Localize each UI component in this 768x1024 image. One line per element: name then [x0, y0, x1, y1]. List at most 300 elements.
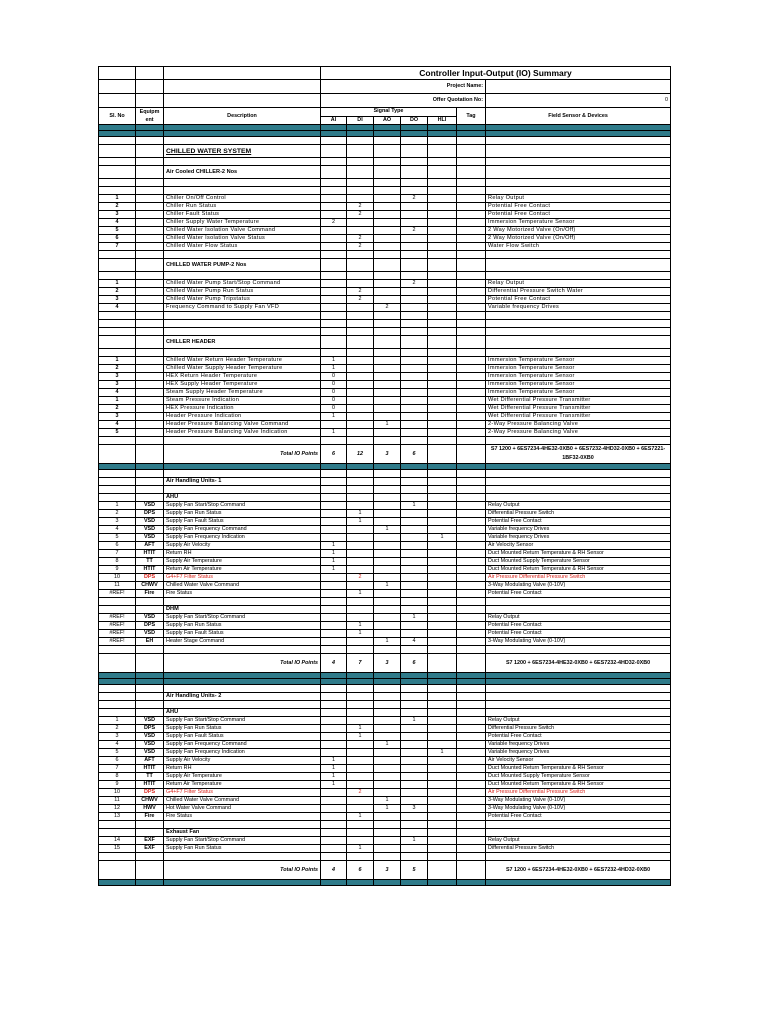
cell-sl: 2 [99, 725, 136, 733]
cell-di: 1 [347, 590, 374, 598]
total-row [99, 445, 671, 464]
table-row [99, 534, 671, 542]
cell-do: 3 [401, 805, 428, 813]
cell-desc: Chilled Water Supply Header Temperature [164, 365, 321, 373]
cell-desc: Chilled Water Valve Command [164, 797, 321, 805]
cell-eq: DPS [136, 510, 164, 518]
cell-di: 1 [347, 813, 374, 821]
cell-ao: 1 [374, 582, 401, 590]
cell-desc: Supply Air Temperature [164, 773, 321, 781]
cell-eq: VSD [136, 518, 164, 526]
cell-f: Wet Differential Pressure Transmitter [486, 413, 671, 421]
col-field: Field Sensor & Devices [486, 108, 671, 125]
cell-ai: 1 [321, 357, 347, 365]
section-heading-row [99, 166, 671, 179]
cell-eq: DPS [136, 622, 164, 630]
doc-title: Controller Input-Output (IO) Summary [321, 67, 671, 80]
total-f: S7 1200 + 6ES7234-4HE32-0XB0 + 6ES7232-4HD32-0XB0 + 6ES7221-1BF32-0XB0 [486, 445, 671, 464]
offer-row [99, 94, 671, 108]
cell-sl: 7 [99, 765, 136, 773]
cell-sl: 9 [99, 781, 136, 789]
cell-sl: 4 [99, 741, 136, 749]
blank-row [99, 437, 671, 445]
table-row [99, 195, 671, 203]
total-ai: 4 [321, 654, 347, 673]
cell-desc: HEX Supply Header Temperature [164, 381, 321, 389]
total-ao: 3 [374, 654, 401, 673]
cell-desc: Supply Fan Run Status [164, 725, 321, 733]
cell-sl: #REF! [99, 638, 136, 646]
cell-desc: CHILLER HEADER [164, 336, 321, 349]
cell-desc: Supply Fan Fault Status [164, 518, 321, 526]
cell-sl: 3 [99, 296, 136, 304]
total-row [99, 654, 671, 673]
cell-eq: VSD [136, 614, 164, 622]
cell-do: 4 [401, 638, 428, 646]
cell-f: Air Pressure Differential Pressure Switch [486, 574, 671, 582]
cell-f: 2-Way Pressure Balancing Valve [486, 421, 671, 429]
cell-di: 1 [347, 518, 374, 526]
total-ao: 3 [374, 445, 401, 464]
cell-f: Duct Mounted Return Temperature & RH Sensor [486, 550, 671, 558]
offer-value: 0 [486, 94, 671, 108]
blank-row [99, 251, 671, 259]
table-row [99, 296, 671, 304]
title-row [99, 67, 671, 80]
total-di: 6 [347, 861, 374, 880]
cell-sl: 13 [99, 813, 136, 821]
cell-desc: Air Cooled CHILLER-2 Nos [164, 166, 321, 179]
blank-row [99, 470, 671, 478]
cell-eq: VSD [136, 717, 164, 725]
cell-desc: Air Handling Units- 1 [164, 478, 321, 486]
cell-eq: EH [136, 638, 164, 646]
cell-sl: 10 [99, 574, 136, 582]
cell-ai: 2 [321, 219, 347, 227]
cell-desc: Steam Pressure Indication [164, 397, 321, 405]
table-row [99, 373, 671, 381]
cell-sl: 4 [99, 526, 136, 534]
section-heading-row [99, 829, 671, 837]
col-tag: Tag [457, 108, 486, 125]
cell-ao: 1 [374, 741, 401, 749]
total-do: 6 [401, 654, 428, 673]
cell-sl: 9 [99, 566, 136, 574]
blank-row [99, 598, 671, 606]
table-row [99, 542, 671, 550]
cell-sl: #REF! [99, 622, 136, 630]
cell-f: 3-Way Modulating Valve (0-10V) [486, 805, 671, 813]
col-ao: AO [374, 116, 401, 125]
cell-sl: 8 [99, 558, 136, 566]
blank-row [99, 312, 671, 320]
col-sl: Sl. No [99, 108, 136, 125]
section-heading-row [99, 478, 671, 486]
cell-f: 2 Way Motorized Valve (On/Off) [486, 227, 671, 235]
cell-eq: DPS [136, 725, 164, 733]
cell-di: 1 [347, 630, 374, 638]
cell-eq: VSD [136, 630, 164, 638]
cell-sl: 6 [99, 757, 136, 765]
table-row [99, 510, 671, 518]
cell-f: 3-Way Modulating Valve (0-10V) [486, 638, 671, 646]
table-row [99, 429, 671, 437]
cell-desc: HEX Return Header Temperature [164, 373, 321, 381]
project-name-label: Project Name: [321, 80, 486, 94]
cell-ao: 1 [374, 797, 401, 805]
table-row [99, 397, 671, 405]
cell-desc: Supply Fan Fault Status [164, 630, 321, 638]
cell-f: Variable frequency Drives [486, 304, 671, 312]
cell-f: Wet Differential Pressure Transmitter [486, 397, 671, 405]
table-row [99, 765, 671, 773]
cell-desc: Chilled Water Isolation Valve Command [164, 227, 321, 235]
table-row [99, 518, 671, 526]
blank-row [99, 187, 671, 195]
io-summary-sheet [98, 66, 670, 886]
cell-desc: Chilled Water Valve Command [164, 582, 321, 590]
cell-ai: 0 [321, 405, 347, 413]
cell-desc: Supply Fan Start/Stop Command [164, 502, 321, 510]
table-row [99, 558, 671, 566]
cell-f: Potential Free Contact [486, 630, 671, 638]
cell-desc: Chilled Water Flow Status [164, 243, 321, 251]
cell-ai: 1 [321, 558, 347, 566]
cell-f: 2-Way Pressure Balancing Valve [486, 429, 671, 437]
table-row [99, 781, 671, 789]
total-f: S7 1200 + 6ES7234-4HE32-0XB0 + 6ES7232-4HD32-0XB0 [486, 861, 671, 880]
cell-di: 1 [347, 510, 374, 518]
cell-desc: Chiller On/Off Control [164, 195, 321, 203]
cell-desc: Fire Status [164, 590, 321, 598]
total-ai: 4 [321, 861, 347, 880]
cell-di: 2 [347, 574, 374, 582]
cell-desc: Steam Supply Header Temperature [164, 389, 321, 397]
cell-desc: Supply Fan Frequency Indication [164, 749, 321, 757]
cell-desc: Supply Fan Start/Stop Command [164, 614, 321, 622]
table-row [99, 381, 671, 389]
blank-row [99, 320, 671, 328]
total-do: 6 [401, 445, 428, 464]
table-row [99, 280, 671, 288]
cell-do: 1 [401, 502, 428, 510]
cell-sl: 1 [99, 717, 136, 725]
total-di: 7 [347, 654, 374, 673]
cell-f: Potential Free Contact [486, 622, 671, 630]
col-di: DI [347, 116, 374, 125]
cell-desc: Chilled Water Pump Run Status [164, 288, 321, 296]
table-row [99, 413, 671, 421]
cell-desc: Hot Water Valve Command [164, 805, 321, 813]
blank-row [99, 179, 671, 187]
col-description: Description [164, 108, 321, 125]
table-row [99, 773, 671, 781]
cell-desc: Supply Air Velocity [164, 757, 321, 765]
table-row [99, 227, 671, 235]
cell-desc: Supply Air Velocity [164, 542, 321, 550]
table-row [99, 502, 671, 510]
cell-desc: Return RH [164, 550, 321, 558]
cell-ai: 0 [321, 381, 347, 389]
section-heading-row [99, 693, 671, 701]
cell-sl: 6 [99, 542, 136, 550]
cell-do: 2 [401, 195, 428, 203]
blank-row [99, 646, 671, 654]
cell-eq: HTIT [136, 765, 164, 773]
table-row [99, 582, 671, 590]
cell-f: Potential Free Contact [486, 733, 671, 741]
cell-sl: 5 [99, 534, 136, 542]
table-row [99, 574, 671, 582]
col-signal-type: Signal Type [321, 108, 457, 117]
cell-di: 1 [347, 733, 374, 741]
cell-eq: CHWV [136, 797, 164, 805]
table-row [99, 622, 671, 630]
table-row [99, 614, 671, 622]
cell-f: Air Velocity Sensor [486, 757, 671, 765]
table-row [99, 203, 671, 211]
cell-desc: Supply Fan Run Status [164, 622, 321, 630]
cell-ao: 1 [374, 421, 401, 429]
cell-di: 2 [347, 243, 374, 251]
cell-sl: 5 [99, 227, 136, 235]
cell-desc: Supply Fan Frequency Command [164, 741, 321, 749]
cell-f: Duct Mounted Supply Temperature Sensor [486, 773, 671, 781]
project-name-value [486, 80, 671, 94]
cell-desc: Chiller Fault Status [164, 211, 321, 219]
cell-hli: 1 [428, 749, 457, 757]
table-row [99, 365, 671, 373]
cell-di: 2 [347, 211, 374, 219]
cell-sl: 7 [99, 243, 136, 251]
cell-eq: VSD [136, 749, 164, 757]
cell-ai: 1 [321, 413, 347, 421]
cell-eq: TT [136, 773, 164, 781]
cell-eq: HTIT [136, 550, 164, 558]
cell-f: Variable frequency Drives [486, 741, 671, 749]
cell-ai: 1 [321, 781, 347, 789]
cell-sl: 2 [99, 288, 136, 296]
cell-di: 2 [347, 203, 374, 211]
cell-desc: AHU [164, 709, 321, 717]
cell-desc: CHILLED WATER SYSTEM [164, 145, 321, 158]
table-row [99, 590, 671, 598]
table-row [99, 797, 671, 805]
table-row [99, 845, 671, 853]
cell-f: Immersion Temperature Sensor [486, 365, 671, 373]
cell-desc: Supply Air Temperature [164, 558, 321, 566]
blank-row [99, 701, 671, 709]
header-row-1 [99, 108, 671, 117]
cell-desc: Chiller Supply Water Temperature [164, 219, 321, 227]
cell-f: Relay Output [486, 502, 671, 510]
cell-f: Water Flow Switch [486, 243, 671, 251]
blank-row [99, 137, 671, 145]
cell-sl: #REF! [99, 590, 136, 598]
total-row [99, 861, 671, 880]
cell-desc: Return Air Temperature [164, 781, 321, 789]
table-row [99, 219, 671, 227]
cell-eq: VSD [136, 534, 164, 542]
cell-sl: 4 [99, 304, 136, 312]
cell-do: 1 [401, 837, 428, 845]
cell-f: Immersion Temperature Sensor [486, 381, 671, 389]
cell-eq: TT [136, 558, 164, 566]
section-heading-row [99, 709, 671, 717]
cell-f: Differential Pressure Switch [486, 845, 671, 853]
cell-di: 1 [347, 622, 374, 630]
table-row [99, 243, 671, 251]
cell-eq: DPS [136, 789, 164, 797]
blank-row [99, 821, 671, 829]
cell-sl: 3 [99, 733, 136, 741]
cell-desc: Header Pressure Balancing Valve Command [164, 421, 321, 429]
cell-sl: 3 [99, 381, 136, 389]
cell-sl: 5 [99, 429, 136, 437]
cell-eq: EXF [136, 837, 164, 845]
cell-f: Potential Free Contact [486, 203, 671, 211]
cell-ai: 1 [321, 550, 347, 558]
cell-desc: Fire Status [164, 813, 321, 821]
cell-f: Wet Differential Pressure Transmitter [486, 405, 671, 413]
cell-f: Air Pressure Differential Pressure Switch [486, 789, 671, 797]
cell-sl: 7 [99, 550, 136, 558]
cell-ai: 1 [321, 365, 347, 373]
cell-f: Duct Mounted Return Temperature & RH Sensor [486, 765, 671, 773]
cell-f: Potential Free Contact [486, 590, 671, 598]
cell-desc: Header Pressure Indication [164, 413, 321, 421]
cell-desc: Chilled Water Return Header Temperature [164, 357, 321, 365]
cell-eq: VSD [136, 502, 164, 510]
cell-f: Immersion Temperature Sensor [486, 219, 671, 227]
cell-desc: DHM [164, 606, 321, 614]
cell-eq: HWV [136, 805, 164, 813]
cell-sl: 12 [99, 805, 136, 813]
total-do: 5 [401, 861, 428, 880]
table-row [99, 304, 671, 312]
table-row [99, 638, 671, 646]
cell-ao: 1 [374, 638, 401, 646]
table-row [99, 211, 671, 219]
blank-row [99, 486, 671, 494]
cell-di: 2 [347, 288, 374, 296]
cell-desc: Chilled Water Pump Tripstatus [164, 296, 321, 304]
table-row [99, 717, 671, 725]
total-label: Total IO Points [164, 861, 321, 880]
cell-desc: Header Pressure Balancing Valve Indication [164, 429, 321, 437]
cell-f: Relay Output [486, 837, 671, 845]
cell-eq: Fire [136, 813, 164, 821]
cell-desc: Supply Fan Run Status [164, 845, 321, 853]
table-row [99, 725, 671, 733]
total-f: S7 1200 + 6ES7234-4HE32-0XB0 + 6ES7232-4HD32-0XB0 [486, 654, 671, 673]
cell-f: Potential Free Contact [486, 518, 671, 526]
cell-f: Variable frequency Drives [486, 526, 671, 534]
cell-ao: 1 [374, 526, 401, 534]
cell-ao: 1 [374, 805, 401, 813]
table-row [99, 757, 671, 765]
cell-eq: HTIT [136, 566, 164, 574]
cell-f: 3-Way Modulating Valve (0-10V) [486, 797, 671, 805]
cell-ao: 2 [374, 304, 401, 312]
cell-f: Relay Output [486, 717, 671, 725]
table-row [99, 566, 671, 574]
section-heading-row [99, 606, 671, 614]
cell-ai: 1 [321, 566, 347, 574]
cell-desc: Chiller Run Status [164, 203, 321, 211]
table-row [99, 421, 671, 429]
cell-ai: 0 [321, 397, 347, 405]
cell-do: 1 [401, 717, 428, 725]
cell-di: 2 [347, 789, 374, 797]
cell-sl: 6 [99, 235, 136, 243]
cell-desc: Air Handling Units- 2 [164, 693, 321, 701]
cell-ai: 1 [321, 757, 347, 765]
cell-f: Potential Free Contact [486, 813, 671, 821]
cell-sl: 4 [99, 389, 136, 397]
cell-sl: 10 [99, 789, 136, 797]
section-heading-row [99, 336, 671, 349]
cell-f: Relay Output [486, 280, 671, 288]
total-ai: 6 [321, 445, 347, 464]
table-row [99, 741, 671, 749]
cell-f: Duct Mounted Supply Temperature Sensor [486, 558, 671, 566]
cell-desc: Exhaust Fan [164, 829, 321, 837]
col-equipment: Equipm ent [136, 108, 164, 125]
cell-f: Potential Free Contact [486, 211, 671, 219]
cell-do: 1 [401, 614, 428, 622]
cell-desc: CHILLED WATER PUMP-2 Nos [164, 259, 321, 272]
cell-f: Variable frequency Drives [486, 534, 671, 542]
table-row [99, 526, 671, 534]
cell-f: Variable frequency Drives [486, 749, 671, 757]
blank-row [99, 685, 671, 693]
cell-eq: VSD [136, 733, 164, 741]
cell-ai: 0 [321, 373, 347, 381]
cell-f: 3-Way Modulating Valve (0-10V) [486, 582, 671, 590]
cell-sl: 2 [99, 510, 136, 518]
cell-sl: 2 [99, 203, 136, 211]
cell-sl: 14 [99, 837, 136, 845]
cell-sl: 3 [99, 413, 136, 421]
cell-eq: HTIT [136, 781, 164, 789]
cell-sl: 15 [99, 845, 136, 853]
cell-eq: EXF [136, 845, 164, 853]
cell-sl: 3 [99, 518, 136, 526]
cell-sl: 2 [99, 405, 136, 413]
blank-row [99, 853, 671, 861]
col-do: DO [401, 116, 428, 125]
cell-desc: Heater Stage Command [164, 638, 321, 646]
cell-sl: 5 [99, 749, 136, 757]
cell-f: Immersion Temperature Sensor [486, 389, 671, 397]
cell-sl: 8 [99, 773, 136, 781]
cell-sl: 11 [99, 797, 136, 805]
table-row [99, 837, 671, 845]
cell-desc: Supply Fan Frequency Command [164, 526, 321, 534]
cell-di: 2 [347, 296, 374, 304]
table-row [99, 235, 671, 243]
section-heading-row [99, 145, 671, 158]
offer-label: Offer Quotation No: [321, 94, 486, 108]
section-heading-row [99, 494, 671, 502]
col-ai: AI [321, 116, 347, 125]
cell-f: Air Velocity Sensor [486, 542, 671, 550]
cell-sl: 1 [99, 397, 136, 405]
cell-f: Immersion Temperature Sensor [486, 357, 671, 365]
cell-desc: G4+F7 Filter Status [164, 789, 321, 797]
cell-f: Potential Free Contact [486, 296, 671, 304]
